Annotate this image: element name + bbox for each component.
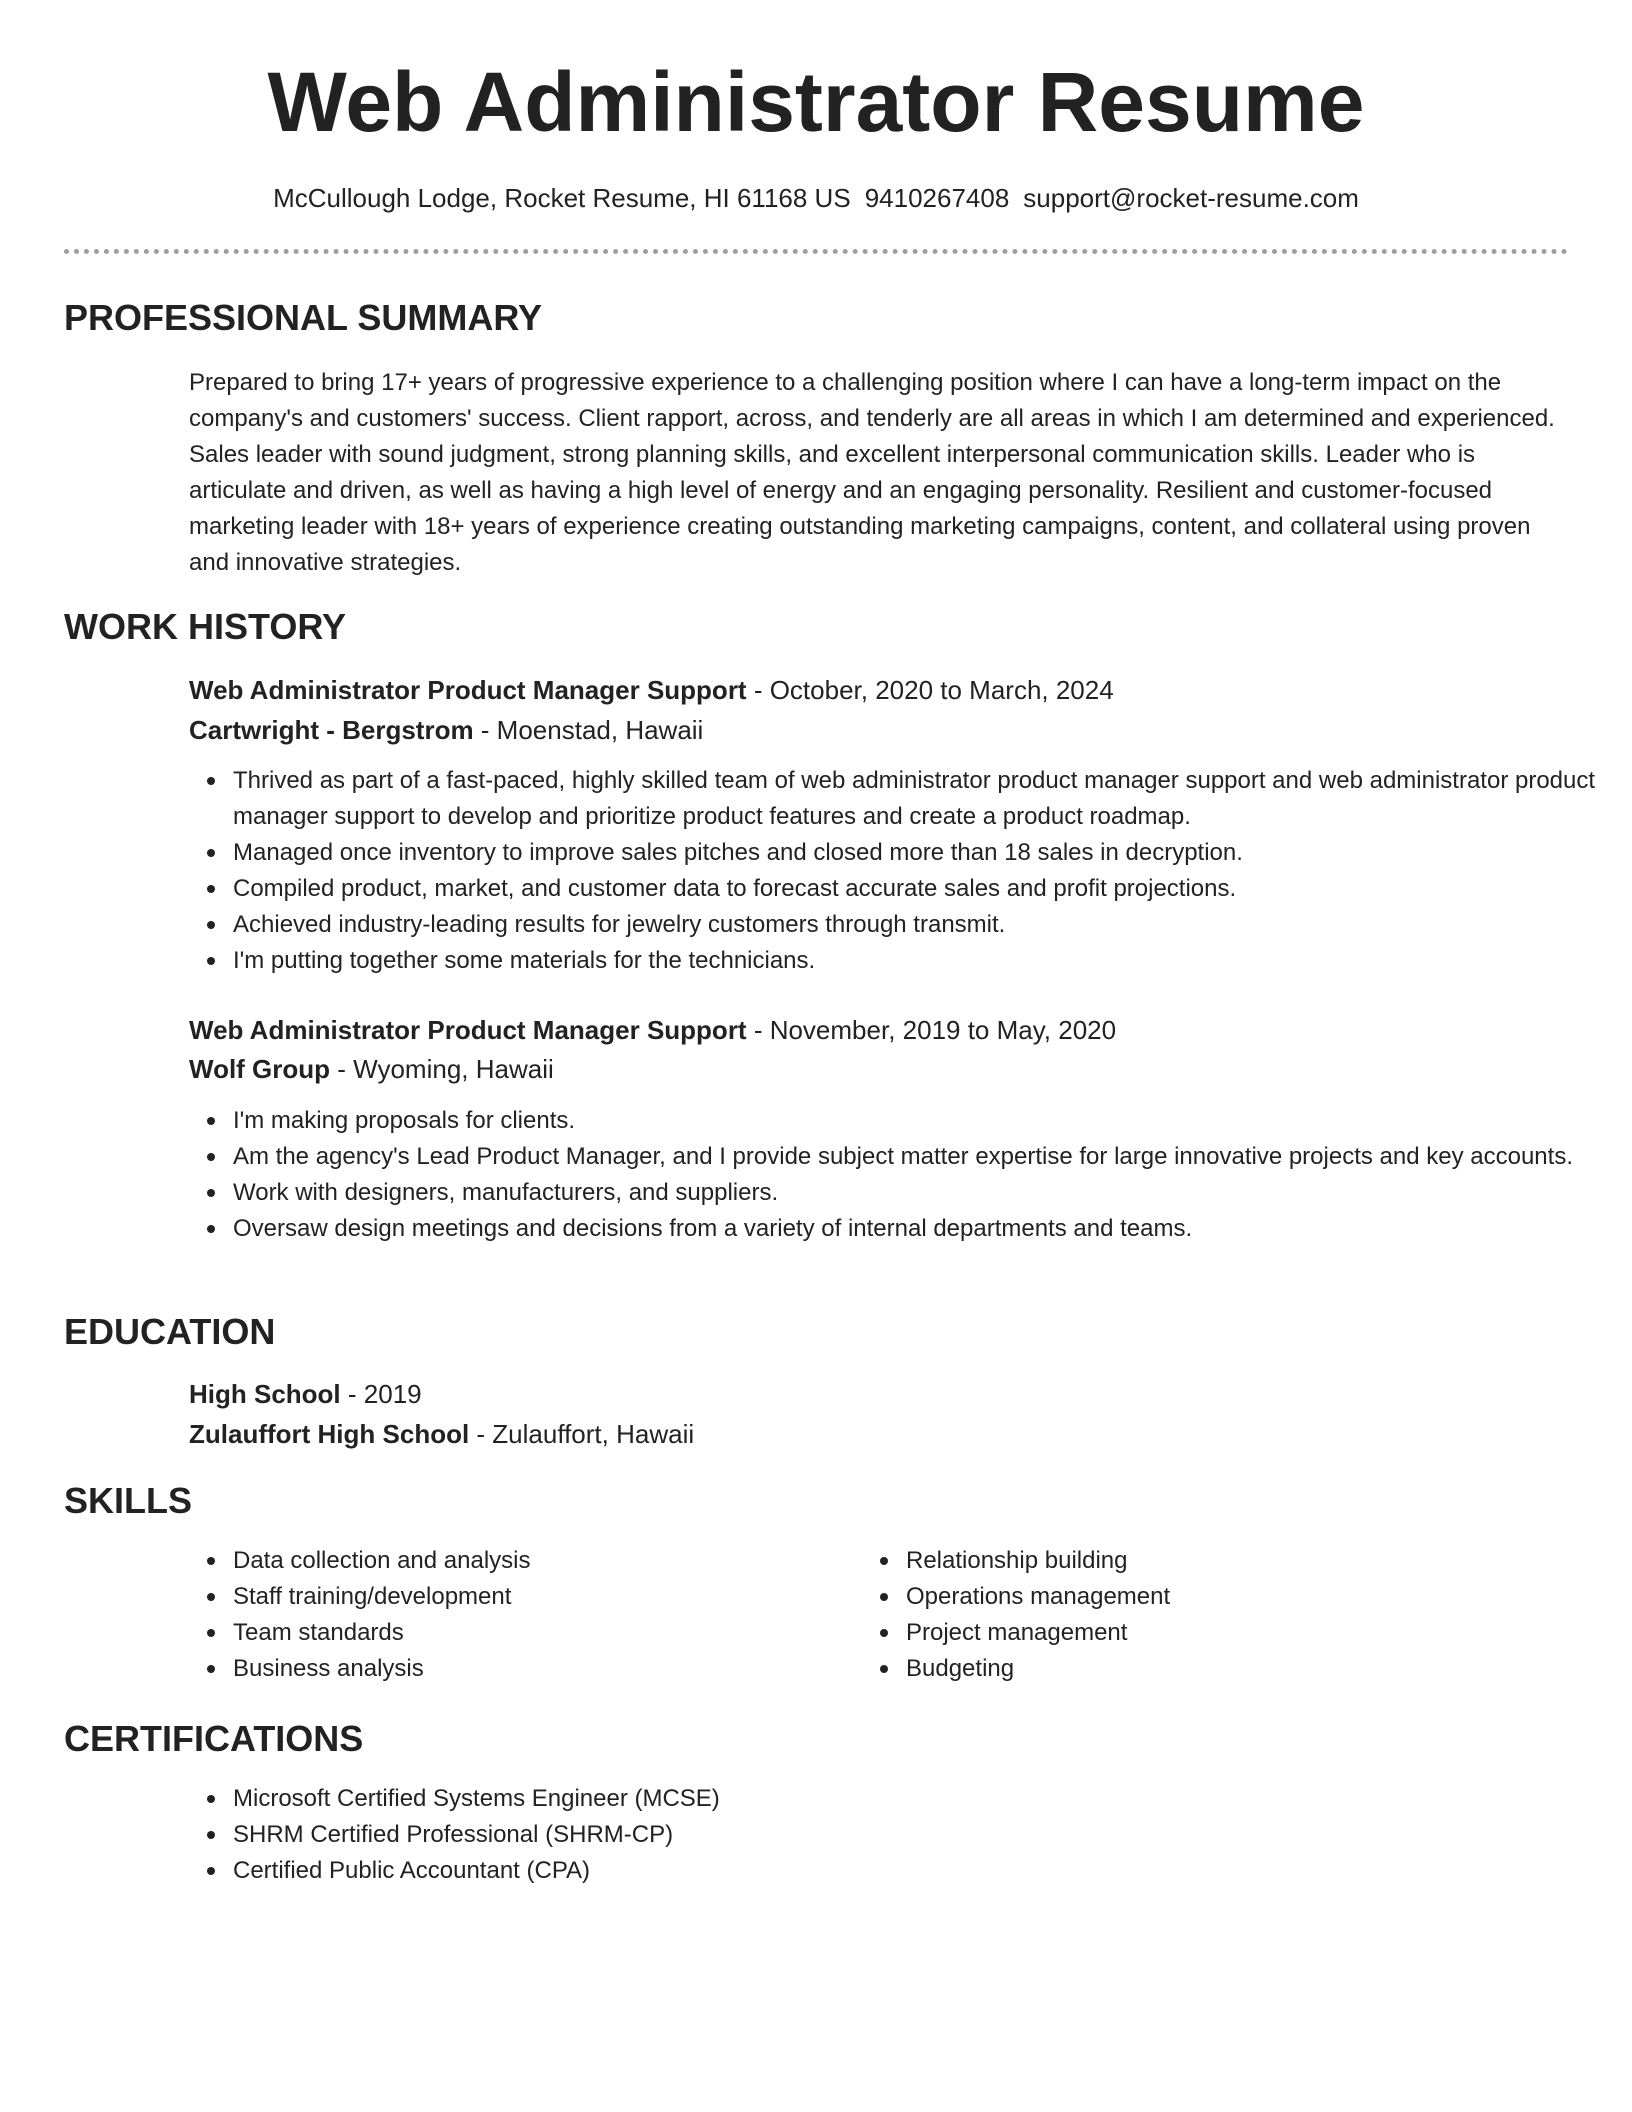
contact-line (0, 180, 1632, 216)
skills-right-list (862, 1543, 1606, 1687)
list-item: Relationship building (906, 1543, 1606, 1579)
skills-heading: SKILLS (64, 1480, 193, 1521)
header-divider (64, 249, 1568, 254)
list-item: I'm making proposals for clients. (233, 1103, 1613, 1139)
job-1-location: - Moenstad, Hawaii (473, 715, 704, 745)
list-item: Microsoft Certified Systems Engineer (MCSE) (233, 1781, 1613, 1817)
list-item: Project management (906, 1615, 1606, 1651)
list-item: Am the agency's Lead Product Manager, and I provide subject matter expertise for large innovative projects and key accounts. (233, 1139, 1613, 1175)
contact-email: support@rocket-resume.com (1023, 183, 1359, 213)
list-item: Oversaw design meetings and decisions from a variety of internal departments and teams. (233, 1211, 1613, 1247)
education-degree-line (189, 1375, 1569, 1413)
certifications-list (189, 1781, 1613, 1889)
education-year: - 2019 (340, 1379, 422, 1409)
job-2-location: - Wyoming, Hawaii (330, 1054, 554, 1084)
job-1-dates: - October, 2020 to March, 2024 (746, 675, 1114, 705)
education-location: - Zulauffort, Hawaii (469, 1419, 695, 1449)
list-item: Budgeting (906, 1651, 1606, 1687)
list-item: Team standards (233, 1615, 853, 1651)
list-item: Data collection and analysis (233, 1543, 853, 1579)
job-1-bullets (189, 763, 1613, 979)
job-2-title-line (189, 1011, 1569, 1049)
job-2-company-line (189, 1050, 1569, 1088)
list-item: Work with designers, manufacturers, and suppliers. (233, 1175, 1613, 1211)
list-item: Achieved industry-leading results for jewelry customers through transmit. (233, 907, 1613, 943)
list-item: Managed once inventory to improve sales pitches and closed more than 18 sales in decryption. (233, 835, 1613, 871)
job-2-title: Web Administrator Product Manager Support (189, 1015, 747, 1045)
job-2-dates: - November, 2019 to May, 2020 (746, 1015, 1117, 1045)
job-1-company-line (189, 711, 1569, 749)
contact-phone: 9410267408 (864, 183, 1010, 213)
education-degree: High School (189, 1379, 341, 1409)
list-item: Certified Public Accountant (CPA) (233, 1853, 1613, 1889)
job-1-title: Web Administrator Product Manager Support (189, 675, 747, 705)
education-school: Zulauffort High School (189, 1419, 470, 1449)
job-2-bullets (189, 1103, 1613, 1247)
list-item: Staff training/development (233, 1579, 853, 1615)
summary-text: Prepared to bring 17+ years of progressive experience to a challenging position where I can have a long-term impact on the company's and customers' success. Client rapport, across, and tenderly are all areas in which I am determined and experienced. Sales leader with sound judgment, strong planning skills, and excellent interpersonal communication skills. Leader who is articulate and driven, as well as having a high level of energy and an engaging personality. Resilient and customer-focused marketing leader with 18+ years of experience creating outstanding marketing campaigns, content, and collateral using proven and innovative strategies. (189, 369, 1555, 576)
education-school-line (189, 1415, 1569, 1453)
list-item: Business analysis (233, 1651, 853, 1687)
list-item: Compiled product, market, and customer data to forecast accurate sales and profit projections. (233, 871, 1613, 907)
summary-heading: PROFESSIONAL SUMMARY (64, 297, 543, 338)
work-history-heading: WORK HISTORY (64, 606, 347, 647)
certifications-heading: CERTIFICATIONS (64, 1718, 364, 1759)
resume-title: Web Administrator Resume (267, 55, 1365, 149)
contact-address: McCullough Lodge, Rocket Resume, HI 61168 US (273, 183, 851, 213)
list-item: I'm putting together some materials for the technicians. (233, 943, 1613, 979)
job-1-title-line (189, 671, 1569, 709)
list-item: Operations management (906, 1579, 1606, 1615)
education-heading: EDUCATION (64, 1311, 276, 1352)
list-item: SHRM Certified Professional (SHRM-CP) (233, 1817, 1613, 1853)
list-item: Thrived as part of a fast-paced, highly skilled team of web administrator product manager support and web administrator product manager support to develop and prioritize product features and create a product roadmap. (233, 763, 1613, 835)
skills-left-list (189, 1543, 853, 1687)
job-2-company: Wolf Group (189, 1054, 331, 1084)
job-1-company: Cartwright - Bergstrom (189, 715, 474, 745)
